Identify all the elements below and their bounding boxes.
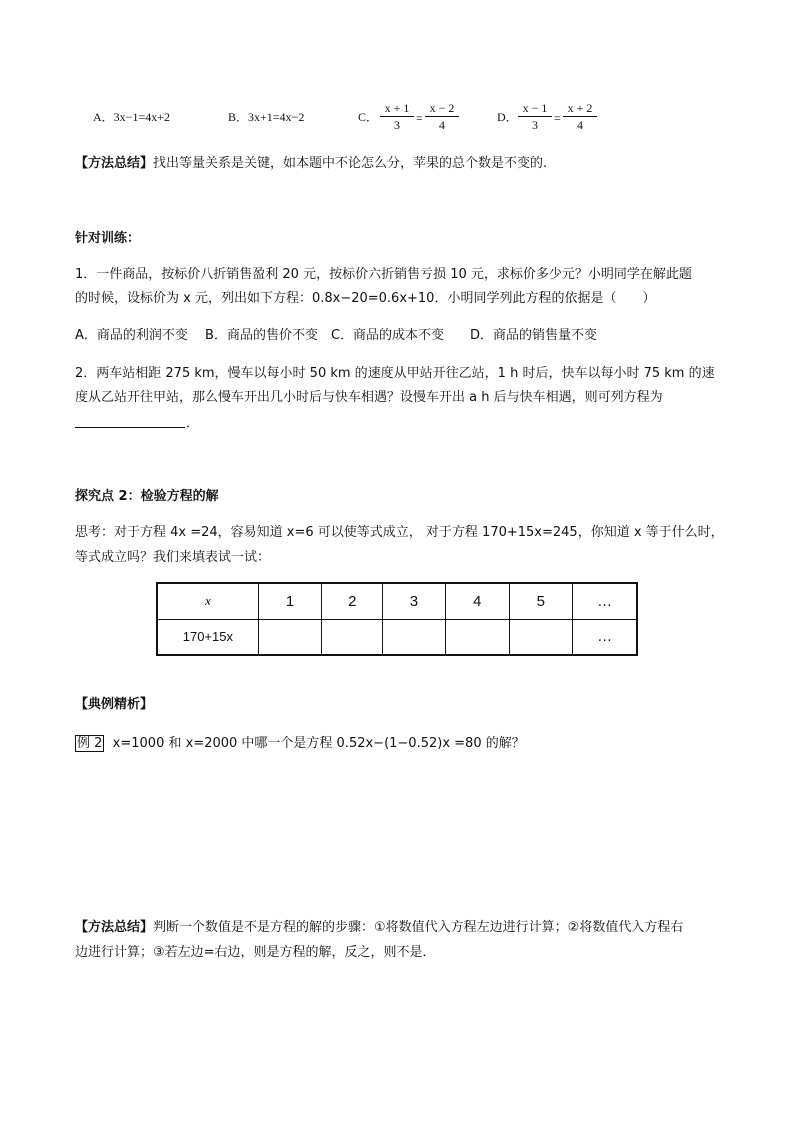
think-line-1: 思考：对于方程 4x =24，容易知道 x=6 可以使等式成立， 对于方程 170+15x=245，你知道 x 等于什么时，	[75, 525, 724, 540]
question-1-options: A．商品的利润不变 B．商品的售价不变 C．商品的成本不变 D．商品的销售量不变	[75, 328, 598, 343]
fraction-denominator: 4	[439, 118, 445, 132]
option-a-expr: 3x−1=4x+2	[113, 110, 170, 124]
table-input-cell[interactable]	[509, 619, 573, 655]
method-summary-tag: 【方法总结】	[75, 156, 154, 171]
option-d-equals: =	[554, 111, 561, 125]
explore-heading: 探究点 2：检验方程的解	[75, 489, 219, 504]
table-cell: 2	[322, 583, 383, 619]
table-header-x: x	[157, 583, 258, 619]
fraction-denominator: 3	[532, 118, 538, 132]
table-cell: 1	[258, 583, 322, 619]
question-1-line-2: 的时候，设标价为 x 元，列出如下方程：0.8x−20=0.6x+10．小明同学列此方程的依据是（ ）	[75, 291, 656, 306]
table-row	[157, 619, 637, 655]
question-2-line-1: 2．两车站相距 275 km，慢车以每小时 50 km 的速度从甲站开往乙站，1 h 时后，快车以每小时 75 km 的速	[75, 366, 715, 381]
question-2-end: ．	[186, 416, 200, 431]
method-summary-text: 找出等量关系是关键，如本题中不论怎么分，苹果的总个数是不变的.	[153, 156, 548, 171]
question-2-line-2: 度从乙站开往甲站，那么慢车开出几小时后与快车相遇？设慢车开出 a h 后与快车相遇，则可列方程为	[75, 390, 663, 405]
table-cell: …	[573, 619, 637, 655]
training-heading: 针对训练：	[75, 231, 141, 246]
option-c-label: C．	[358, 110, 379, 124]
option-a	[93, 111, 170, 123]
think-line-2: 等式成立吗？我们来填表试一试：	[75, 550, 271, 565]
table-input-cell[interactable]	[258, 619, 322, 655]
example-text: x=1000 和 x=2000 中哪一个是方程 0.52x−(1−0.52)x =80 的解？	[112, 736, 525, 751]
table-header-expr: 170+15x	[157, 619, 258, 655]
fraction-numerator: x − 1	[522, 101, 548, 115]
table-row	[157, 583, 637, 619]
table-input-cell[interactable]	[322, 619, 383, 655]
option-a-label: A．	[93, 110, 114, 124]
option-d-right-fraction	[563, 101, 597, 132]
table-cell: 3	[383, 583, 446, 619]
table-cell: 5	[509, 583, 573, 619]
fraction-numerator: x − 2	[429, 101, 455, 115]
method-summary-2-line-1	[75, 921, 683, 934]
method-summary-tag: 【方法总结】	[75, 920, 154, 935]
trial-table	[156, 582, 638, 656]
option-d-label: D．	[497, 110, 518, 124]
example-2	[75, 737, 525, 750]
fraction-denominator: 4	[577, 118, 583, 132]
question-1-line-1: 1．一件商品，按标价八折销售盈利 20 元，按标价六折销售亏损 10 元，求标价多少元？小明同学在解此题	[75, 267, 692, 282]
answer-blank[interactable]	[75, 427, 185, 428]
option-c-left-fraction	[380, 101, 414, 132]
table-cell: 4	[445, 583, 509, 619]
fraction-denominator: 3	[394, 118, 400, 132]
option-b	[228, 111, 304, 123]
method-summary-text: 判断一个数值是不是方程的解的步骤：①将数值代入方程左边进行计算；②将数值代入方程右	[153, 920, 684, 935]
example-heading: 【典例精析】	[75, 697, 154, 712]
example-tag: 例 2	[77, 736, 103, 751]
table-input-cell[interactable]	[383, 619, 446, 655]
option-c-right-fraction	[425, 101, 459, 132]
option-d-left-fraction	[518, 101, 552, 132]
option-b-label: B．	[228, 110, 249, 124]
option-b-expr: 3x+1=4x−2	[248, 110, 305, 124]
fraction-numerator: x + 1	[384, 101, 410, 115]
method-summary-2-line-2: 边进行计算；③若左边=右边，则是方程的解，反之，则不是．	[75, 945, 436, 960]
fraction-numerator: x + 2	[567, 101, 593, 115]
option-c-equals: =	[416, 111, 423, 125]
table-input-cell[interactable]	[445, 619, 509, 655]
table-cell: …	[573, 583, 637, 619]
method-summary-1	[75, 157, 547, 170]
